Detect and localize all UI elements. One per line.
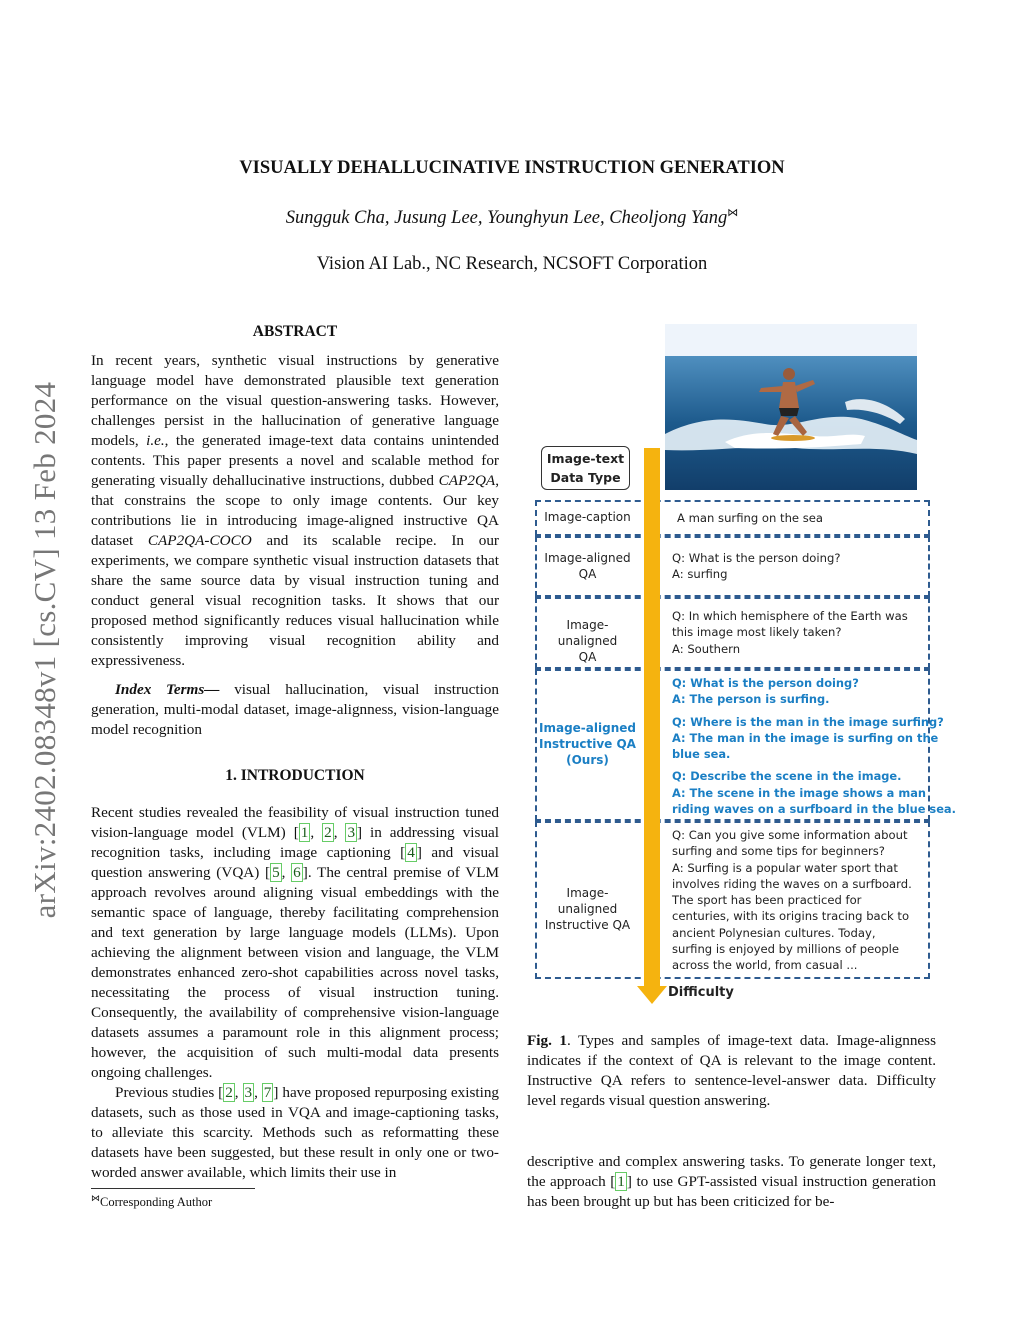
figure-1 bbox=[527, 318, 956, 1010]
citation-link[interactable]: 2 bbox=[324, 824, 332, 841]
label-line: Image-unaligned bbox=[557, 886, 618, 916]
author-list bbox=[0, 206, 1024, 229]
citation-link[interactable]: 1 bbox=[617, 1173, 625, 1190]
abstract-heading: ABSTRACT bbox=[252, 323, 338, 340]
label-line: Image-aligned bbox=[539, 721, 636, 735]
intro-paragraph-2: Previous studies [ 2 , 3 , 7 ] have proposed repurposing existing datasets, such as those used in VQA and image-captioning tasks, to alleviate this scarcity. Methods such as reformatting these datasets have been suggested, but these result in only one or two-worded answer available, which limits their use in bbox=[91, 1084, 500, 1181]
abstract-cap2qa-coco: CAP2QA-COCO bbox=[147, 532, 252, 549]
abstract-body bbox=[91, 351, 499, 671]
abstract-text-3: , that constrains the scope to only image contents. Our key contributions lie in introducing image-aligned instructive QA dataset bbox=[91, 472, 499, 549]
qa-line: surfing is enjoyed by millions of people bbox=[672, 942, 900, 957]
qa-line: involves riding the waves on a surfboard. bbox=[672, 876, 912, 891]
qa-line: Q: Can you give some information about bbox=[672, 828, 908, 842]
label-line: Instructive QA bbox=[539, 737, 636, 751]
footnote-text: Corresponding Author bbox=[100, 1195, 213, 1210]
index-terms bbox=[91, 680, 499, 740]
affiliation: Vision AI Lab., NC Research, NCSOFT Corporation bbox=[316, 254, 708, 274]
qa-line: A: The scene in the image shows a man bbox=[672, 785, 927, 800]
qa-line: A: Surfing is a popular water sport that bbox=[672, 860, 898, 875]
header-line-2: Data Type bbox=[550, 470, 621, 485]
right-column-paragraph bbox=[527, 1152, 936, 1212]
label-image-caption: Image-caption bbox=[544, 510, 631, 524]
intro-heading: 1. INTRODUCTION bbox=[225, 767, 365, 784]
qa-line: Q: What is the person doing? bbox=[672, 676, 859, 690]
unaligned-qa-sample bbox=[672, 608, 908, 657]
intro-paragraph-1: Recent studies revealed the feasibility of visual instruction tuned vision-language model (VLM) [ 1 , 2 , 3 ] in addressing visual recognition tasks, including image captioning [ 4 ] and visual question answering (VQA) [ 5 , 6 ]. The central premise of VLM approach revolves around aligning visual embeddings with the semantic space of language, thereby facilitating comprehension and text generation by large language models (LLMs). Upon achieving the alignment between vision and language, the VLM demonstrates enhanced zero-shot capabilities across novel tasks, necessitating the process of visual instruction tuning. Consequently, the availability of comprehensive vision-language datasets assumes a paramount role in this alignment process; however, the acquisition of such multi-modal data presents ongoing challenges. bbox=[91, 804, 500, 1081]
label-image-aligned-instructive-qa bbox=[537, 720, 638, 768]
qa-line: Q: Describe the scene in the image. bbox=[672, 769, 902, 784]
ours-qa-sample bbox=[672, 675, 956, 817]
difficulty-label: Difficulty bbox=[668, 985, 734, 1000]
label-image-aligned-qa bbox=[539, 550, 636, 582]
paper-title: VISUALLY DEHALLUCINATIVE INSTRUCTION GENERATION bbox=[239, 158, 785, 178]
label-line: Image-unaligned bbox=[557, 618, 618, 648]
qa-line: A: Southern bbox=[672, 641, 741, 656]
qa-line: ancient Polynesian cultures. Today, bbox=[672, 925, 876, 940]
abstract-text-1: In recent years, synthetic visual instructions by generative language model have demonstrated plausible text generation performance on the visual question-answering tasks. However, challenges persist in the hallucination of generative language models, bbox=[91, 352, 499, 449]
intro-text: Recent studies revealed the feasibility of visual instruction tuned vision-language model (VLM) [ bbox=[91, 804, 499, 841]
intro-text: Previous studies [ bbox=[115, 1084, 224, 1101]
citation-link[interactable]: 3 bbox=[347, 824, 356, 841]
qa-line: riding waves on a surfboard in the blue sea. bbox=[672, 802, 956, 817]
intro-text: ] have proposed repurposing existing datasets, such as those used in VQA and image-captioning tasks, to alleviate this scarcity. Methods such as reformatting these datasets have been suggested, but these result in only one or two-worded answer available, which limits their use in bbox=[91, 1084, 500, 1181]
qa-line: blue sea. bbox=[672, 747, 731, 762]
label-image-unaligned-qa bbox=[537, 617, 638, 665]
qa-line: A: The person is surfing. bbox=[672, 692, 830, 707]
label-line: Image-aligned bbox=[544, 551, 631, 565]
corresponding-icon: ⋈ bbox=[727, 207, 739, 219]
intro-text: ] in addressing visual recognition tasks, including image captioning [ bbox=[91, 824, 499, 861]
unaligned-instructive-qa-sample bbox=[672, 827, 912, 974]
header-line-1: Image-text bbox=[546, 451, 625, 466]
surfer-photo bbox=[665, 324, 917, 490]
footnote bbox=[91, 1193, 212, 1210]
qa-line: Q: Where is the man in the image surfing? bbox=[672, 714, 944, 729]
qa-line: Q: In which hemisphere of the Earth was bbox=[672, 609, 908, 623]
label-line: QA bbox=[578, 567, 597, 581]
qa-line: A: surfing bbox=[672, 567, 728, 582]
citation-link[interactable]: 1 bbox=[300, 824, 309, 841]
arxiv-id: arXiv:2402.08348v1 [cs.CV] 13 Feb 2024 bbox=[27, 381, 62, 919]
citation-link[interactable]: 3 bbox=[244, 1084, 253, 1101]
body-text: ] to use GPT-assisted visual instruction generation has been brought up but has been criticized for be- bbox=[527, 1173, 936, 1210]
citation-link[interactable]: 5 bbox=[272, 864, 280, 881]
citation-link[interactable]: 6 bbox=[293, 864, 301, 881]
qa-line: The sport has been practiced for bbox=[672, 893, 862, 908]
label-image-unaligned-instructive-qa bbox=[537, 885, 638, 933]
qa-line: this image most likely taken? bbox=[672, 625, 842, 640]
corresponding-icon: ⋈ bbox=[91, 1193, 100, 1203]
abstract-text-4: and its scalable recipe. In our experiments, we compare synthetic visual instruction datasets that share the same source data by visual instruction tuning and conduct general visual recognition tasks. It shows that our proposed method significantly reduces visual hallucination while consistently improving visual recognition ability and expressiveness. bbox=[91, 532, 499, 669]
label-line: (Ours) bbox=[566, 753, 609, 767]
qa-line: across the world, from casual ... bbox=[672, 958, 858, 973]
difficulty-arrow-icon bbox=[637, 448, 667, 1006]
authors-text: Sungguk Cha, Jusung Lee, Younghyun Lee, Cheoljong Yang bbox=[285, 208, 728, 229]
figure-caption-label: Fig. 1 bbox=[527, 1032, 567, 1049]
intro-text: ]. The central premise of VLM approach revolves around aligning visual embeddings with the semantic space of language, thereby facilitating comprehension and text generation by large language models (LLMs). Upon achieving the alignment between vision and language, the VLM demonstrates enhanced zero-shot capabilities across novel tasks, necessitating the process of visual instruction tuning. Consequently, the availability of comprehensive vision-language datasets assumes a paramount role in this alignment process; however, the acquisition of such multi-modal data presents ongoing challenges. bbox=[91, 864, 499, 1081]
arxiv-side-label bbox=[20, 355, 70, 945]
citation-link[interactable]: 2 bbox=[225, 1084, 233, 1101]
figure-caption-text: . Types and samples of image-text data. Image-alignness indicates if the context of QA is relevant to the image content. Instructive QA refers to sentence-level-answer data. Difficulty level regards visual question answering. bbox=[527, 1032, 936, 1109]
label-line: Instructive QA bbox=[544, 918, 631, 932]
body-text: descriptive and complex answering tasks. To generate longer text, the approach [ bbox=[527, 1153, 936, 1190]
label-line: QA bbox=[578, 650, 597, 664]
abstract-ie: i.e. bbox=[146, 432, 165, 449]
citation-link[interactable]: 7 bbox=[263, 1084, 272, 1101]
abstract-cap2qa: CAP2QA bbox=[438, 472, 496, 489]
citation-link[interactable]: 4 bbox=[407, 844, 415, 861]
qa-line: surfing and some tips for beginners? bbox=[672, 844, 885, 859]
qa-line: A: The man in the image is surfing on the bbox=[672, 730, 939, 745]
footnote-rule bbox=[91, 1188, 255, 1189]
abstract-text-2: , the generated image-text data contains unintended contents. This paper presents a novel and scalable method for generating visually dehallucinative instructions, dubbed bbox=[91, 432, 499, 489]
qa-line: Q: What is the person doing? bbox=[672, 551, 841, 565]
aligned-qa-sample bbox=[672, 550, 840, 583]
caption-sample: A man surfing on the sea bbox=[677, 511, 824, 525]
index-terms-text: visual hallucination, visual instruction generation, multi-modal dataset, image-alignness, vision-language model recognition bbox=[91, 681, 499, 738]
data-type-header bbox=[541, 446, 630, 490]
intro-text: ] and visual question answering (VQA) [ bbox=[91, 844, 500, 881]
index-terms-label: Index Terms— bbox=[115, 681, 220, 698]
figure-caption bbox=[527, 1031, 936, 1111]
qa-line: centuries, with its origins tracing back to bbox=[672, 909, 910, 924]
